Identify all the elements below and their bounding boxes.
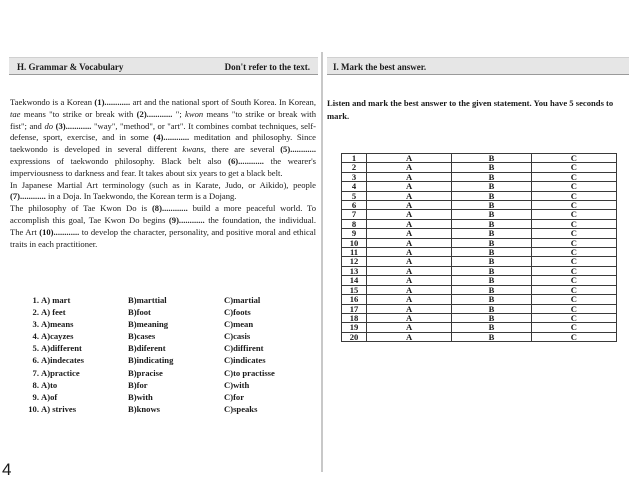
choice-a: A [367, 191, 452, 200]
choice-a: A [367, 248, 452, 257]
question-number: 2 [342, 163, 367, 172]
choice-b: B [452, 257, 532, 266]
choice-b: B [452, 248, 532, 257]
option-number: 6. [32, 355, 39, 366]
option-b: B)meaning [128, 319, 169, 330]
question-number: 16 [342, 295, 367, 304]
passage-text: the foundation, the individual. The Art [10, 214, 316, 237]
choice-b: B [452, 304, 532, 313]
question-number: 13 [342, 266, 367, 275]
choice-a: A [367, 154, 452, 163]
choice-b: B [452, 154, 532, 163]
answer-row [342, 210, 617, 219]
option-number: 1. [32, 295, 39, 305]
choice-a: A [367, 163, 452, 172]
passage-text: means "to strike or break with fist"; and [10, 108, 316, 131]
blank-slot: (7)............ [10, 191, 46, 202]
passage-paragraph [10, 97, 316, 180]
choice-b: B [452, 266, 532, 275]
blank-slot: (3)............ [55, 120, 92, 131]
option-b: B)with [128, 391, 153, 402]
choice-c: C [531, 154, 616, 163]
question-number: 18 [342, 313, 367, 322]
choice-c: C [531, 182, 616, 191]
option-row [23, 318, 303, 330]
question-number: 7 [342, 210, 367, 219]
choice-c: C [531, 172, 616, 181]
option-c: C)diffirent [224, 343, 264, 354]
passage-text: "way", "method", or "art". It combines combat techniques, self-defense, sport, exercise, and in some [10, 120, 317, 143]
question-number: 8 [342, 219, 367, 228]
option-c: C)for [224, 391, 245, 402]
passage-text: build a more peaceful world. To accomplish this goal, Tae Kwon Do begins [10, 203, 316, 225]
korean-term: kwon [185, 108, 204, 119]
grammar-vocabulary-header [9, 57, 318, 75]
option-a: A) strives [41, 403, 77, 414]
answer-row [342, 295, 617, 304]
choice-b: B [452, 163, 532, 172]
option-b: B)diferent [128, 343, 166, 354]
listening-instructions: Listen and mark the best answer to the given statement. You have 5 seconds to mark. [327, 98, 614, 121]
korean-term: kwans [182, 144, 204, 155]
choice-b: B [452, 285, 532, 294]
passage-text: The philosophy of Tae Kwon Do is [10, 203, 152, 214]
passage-text: to develop the character, personality, and positive moral and ethical traits in each practitioner. [10, 226, 316, 249]
answer-row [342, 332, 617, 341]
passage-text: the wearer's imperviousness to darkness and fear. It takes about six years to get a black belt. [10, 155, 316, 178]
option-c: C)martial [224, 295, 261, 305]
answer-row [342, 276, 617, 285]
choice-b: B [452, 182, 532, 191]
answer-row [342, 323, 617, 332]
option-number: 7. [32, 367, 39, 378]
question-number: 10 [342, 238, 367, 247]
option-row [23, 403, 303, 415]
question-number: 9 [342, 229, 367, 238]
option-row [23, 342, 303, 354]
passage-paragraph [10, 180, 316, 204]
choice-c: C [531, 295, 616, 304]
option-c: C)foots [224, 307, 251, 318]
choice-a: A [367, 238, 452, 247]
blank-slot: (10)............ [39, 226, 80, 237]
option-b: B)knows [128, 403, 160, 414]
column-divider [321, 52, 323, 472]
blank-slot: (4)............ [153, 132, 190, 143]
option-a: A)different [41, 343, 82, 354]
option-a: A) mart [41, 295, 71, 305]
choice-c: C [531, 201, 616, 210]
option-a: A) feet [41, 307, 66, 318]
question-number: 3 [342, 172, 367, 181]
option-b: B)for [128, 379, 148, 390]
option-number: 10. [28, 403, 39, 414]
option-row [23, 391, 303, 403]
choice-a: A [367, 323, 452, 332]
option-row [23, 294, 303, 306]
choice-b: B [452, 238, 532, 247]
option-number: 4. [32, 331, 39, 342]
passage-text: art and the national sport of South Korea. In Korean, [130, 97, 316, 107]
option-row [23, 306, 303, 318]
option-b: B)indicating [128, 355, 174, 366]
option-b: B)foot [128, 307, 151, 318]
question-number: 4 [342, 182, 367, 191]
passage-text: meditation and philosophy. Since taekwondo is developed in several different [10, 132, 316, 155]
answer-row [342, 163, 617, 172]
choice-c: C [531, 163, 616, 172]
choice-a: A [367, 313, 452, 322]
option-number: 2. [32, 307, 39, 318]
choice-a: A [367, 172, 452, 181]
choice-a: A [367, 229, 452, 238]
option-number: 3. [32, 319, 39, 330]
option-c: C)to practisse [224, 367, 275, 378]
option-c: C)mean [224, 319, 254, 330]
choice-b: B [452, 219, 532, 228]
choice-b: B [452, 210, 532, 219]
choice-c: C [531, 229, 616, 238]
choice-c: C [531, 191, 616, 200]
passage-text: In Japanese Martial Art terminology (such as in Karate, Judo, or Aikido), people [10, 179, 316, 190]
option-b: B)pracise [128, 367, 163, 378]
blank-slot: (1)............ [94, 97, 131, 107]
question-number: 20 [342, 332, 367, 341]
choice-a: A [367, 332, 452, 341]
section-title: I. Mark the best answer. [333, 62, 427, 72]
option-number: 8. [32, 379, 39, 390]
choice-c: C [531, 285, 616, 294]
option-c: C)indicates [224, 355, 266, 366]
choice-b: B [452, 295, 532, 304]
choice-b: B [452, 172, 532, 181]
option-c: C)with [224, 379, 250, 390]
choice-b: B [452, 201, 532, 210]
choice-b: B [452, 229, 532, 238]
question-number: 1 [342, 154, 367, 163]
question-number: 17 [342, 304, 367, 313]
choice-b: B [452, 323, 532, 332]
passage-text: "; [172, 108, 186, 119]
choice-b: B [452, 191, 532, 200]
answer-row [342, 182, 617, 191]
blank-slot: (2)............ [136, 108, 173, 119]
blank-slot: (5)............ [280, 144, 316, 155]
option-b: B)marttial [128, 295, 167, 305]
reading-passage [10, 97, 316, 250]
question-number: 14 [342, 276, 367, 285]
option-a: A)indecates [41, 355, 84, 366]
option-row [23, 379, 303, 391]
answer-row [342, 257, 617, 266]
choice-a: A [367, 304, 452, 313]
choice-a: A [367, 257, 452, 266]
choice-c: C [531, 248, 616, 257]
option-row [23, 367, 303, 379]
choice-c: C [531, 257, 616, 266]
option-number: 5. [32, 343, 39, 354]
blank-slot: (9)............ [168, 214, 205, 225]
option-a: A)practice [41, 367, 80, 378]
choice-a: A [367, 219, 452, 228]
choice-b: B [452, 332, 532, 341]
choice-c: C [531, 266, 616, 275]
option-a: A)cayzes [41, 331, 74, 342]
choice-a: A [367, 295, 452, 304]
option-a: A)means [41, 319, 74, 330]
choice-c: C [531, 210, 616, 219]
choice-b: B [452, 276, 532, 285]
choice-c: C [531, 276, 616, 285]
question-number: 12 [342, 257, 367, 266]
passage-text: expressions of taekwondo philosophy. Black belt also [10, 155, 229, 166]
option-number: 9. [32, 391, 39, 402]
section-title: H. Grammar & Vocabulary [17, 62, 124, 72]
choice-a: A [367, 182, 452, 191]
korean-term: tae [10, 108, 21, 119]
choice-a: A [367, 276, 452, 285]
choice-a: A [367, 285, 452, 294]
choice-c: C [531, 219, 616, 228]
options-list [23, 294, 303, 415]
passage-text: , there are several [203, 144, 281, 155]
section-note: Don't refer to the text. [224, 62, 310, 72]
answer-row [342, 304, 617, 313]
question-number: 6 [342, 201, 367, 210]
choice-c: C [531, 313, 616, 322]
page-number: 4 [2, 460, 12, 479]
question-number: 11 [342, 248, 367, 257]
choice-c: C [531, 238, 616, 247]
choice-a: A [367, 266, 452, 275]
option-a: A)of [41, 391, 58, 402]
option-b: B)cases [128, 331, 156, 342]
best-answer-header [327, 57, 629, 75]
choice-c: C [531, 304, 616, 313]
passage-paragraph [10, 203, 316, 250]
choice-a: A [367, 210, 452, 219]
korean-term: do [44, 120, 54, 131]
passage-text: means "to strike or break with [20, 108, 137, 119]
option-a: A)to [41, 379, 58, 390]
choice-b: B [452, 313, 532, 322]
blank-slot: (6)............ [228, 155, 264, 166]
option-row [23, 354, 303, 366]
choice-a: A [367, 201, 452, 210]
option-c: C)casis [224, 331, 251, 342]
blank-slot: (8)............ [151, 203, 188, 214]
choice-c: C [531, 332, 616, 341]
passage-text: in a Doja. In Taekwondo, the Korean term is a Dojang. [45, 191, 237, 202]
option-c: C)speaks [224, 403, 258, 414]
question-number: 5 [342, 191, 367, 200]
passage-text: Taekwondo is a Korean [10, 97, 95, 107]
question-number: 15 [342, 285, 367, 294]
answer-table [341, 153, 617, 342]
answer-row [342, 229, 617, 238]
option-row [23, 330, 303, 342]
question-number: 19 [342, 323, 367, 332]
choice-c: C [531, 323, 616, 332]
